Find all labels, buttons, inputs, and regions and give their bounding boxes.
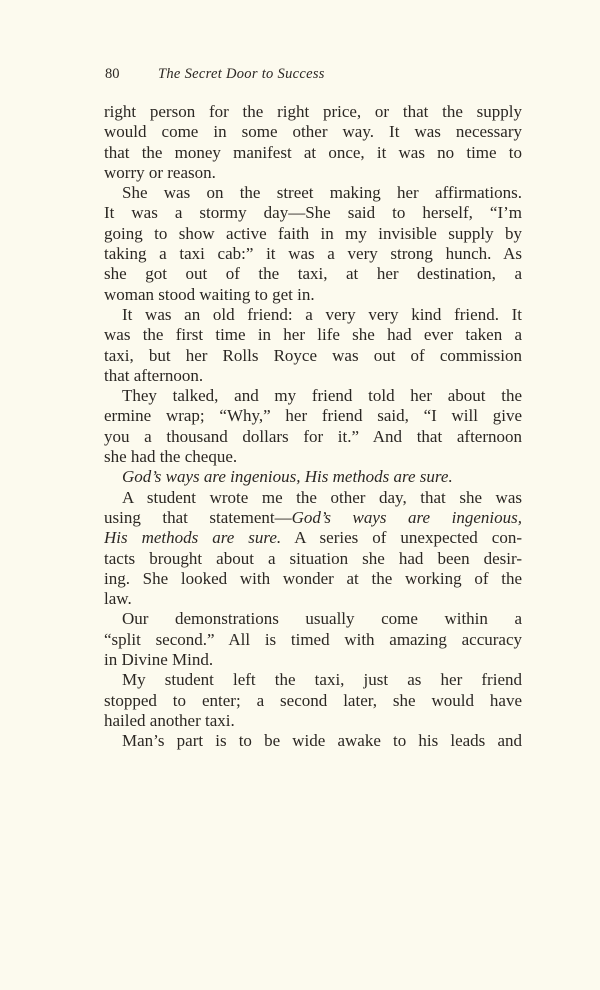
running-title: The Secret Door to Success bbox=[158, 66, 325, 82]
text-line bbox=[104, 609, 522, 629]
text-line bbox=[104, 244, 522, 264]
text-segment: you a thousand dollars for it.” And that afternoon bbox=[104, 426, 522, 446]
text-segment: using that statement— bbox=[104, 507, 292, 527]
text-segment: stopped to enter; a second later, she would have bbox=[104, 690, 522, 710]
text-segment: taking a taxi cab:” it was a very strong hunch. As bbox=[104, 244, 522, 264]
text-line bbox=[104, 427, 522, 447]
text-segment: woman stood waiting to get in. bbox=[104, 284, 315, 304]
text-line bbox=[104, 183, 522, 203]
text-line bbox=[104, 406, 522, 426]
text-line bbox=[104, 650, 522, 670]
text-line bbox=[104, 163, 522, 183]
page-number: 80 bbox=[105, 66, 120, 82]
text-line bbox=[104, 224, 522, 244]
text-segment: It was an old friend: a very very kind friend. It bbox=[122, 304, 522, 324]
text-line bbox=[104, 102, 522, 122]
text-segment: would come in some other way. It was necessary bbox=[104, 122, 522, 142]
text-segment: taxi, but her Rolls Royce was out of commission bbox=[104, 345, 522, 365]
text-line bbox=[104, 528, 522, 548]
text-segment: “split second.” All is timed with amazing accuracy bbox=[104, 629, 522, 649]
text-segment: They talked, and my friend told her about the bbox=[122, 386, 522, 406]
text-line bbox=[104, 467, 522, 487]
italic-text: His methods are sure. bbox=[104, 528, 282, 548]
text-line bbox=[104, 386, 522, 406]
text-segment: law. bbox=[104, 589, 132, 609]
text-line bbox=[104, 691, 522, 711]
text-line bbox=[104, 488, 522, 508]
text-segment: It was a stormy day—She said to herself, “I’m bbox=[104, 203, 522, 223]
text-segment: A series of unexpected con- bbox=[281, 528, 522, 548]
text-line bbox=[104, 203, 522, 223]
text-segment: was the first time in her life she had ever taken a bbox=[104, 325, 522, 345]
text-segment: ermine wrap; “Why,” her friend said, “I will give bbox=[104, 406, 522, 426]
text-segment: She was on the street making her affirmations. bbox=[122, 183, 522, 203]
text-line bbox=[104, 366, 522, 386]
text-line bbox=[104, 589, 522, 609]
text-line bbox=[104, 264, 522, 284]
page-body-text bbox=[104, 102, 522, 752]
italic-text: God’s ways are ingenious, His methods are sure. bbox=[122, 467, 453, 487]
text-line bbox=[104, 508, 522, 528]
text-segment: going to show active faith in my invisible supply by bbox=[104, 223, 522, 243]
text-segment: worry or reason. bbox=[104, 162, 216, 182]
text-segment: she had the cheque. bbox=[104, 447, 238, 467]
text-line bbox=[104, 325, 522, 345]
text-line bbox=[104, 143, 522, 163]
text-segment: right person for the right price, or that the supply bbox=[104, 102, 522, 121]
text-segment: Our demonstrations usually come within a bbox=[122, 609, 522, 629]
text-line bbox=[104, 630, 522, 650]
text-line bbox=[104, 731, 522, 751]
text-segment: ing. She looked with wonder at the working of the bbox=[104, 568, 522, 588]
text-line bbox=[104, 346, 522, 366]
text-segment: Man’s part is to be wide awake to his leads and bbox=[122, 731, 522, 751]
text-segment: tacts brought about a situation she had been desir- bbox=[104, 548, 522, 568]
text-line bbox=[104, 122, 522, 142]
text-line bbox=[104, 711, 522, 731]
text-line bbox=[104, 305, 522, 325]
text-segment: she got out of the taxi, at her destination, a bbox=[104, 264, 522, 284]
text-segment: hailed another taxi. bbox=[104, 710, 235, 730]
text-line bbox=[104, 549, 522, 569]
text-line bbox=[104, 285, 522, 305]
italic-text: God’s ways are ingenious, bbox=[291, 507, 522, 527]
text-segment: A student wrote me the other day, that she was bbox=[122, 487, 522, 507]
text-segment: that the money manifest at once, it was no time to bbox=[104, 142, 522, 162]
text-segment: in Divine Mind. bbox=[104, 650, 214, 670]
running-header bbox=[105, 66, 325, 83]
text-line bbox=[104, 447, 522, 467]
text-segment: that afternoon. bbox=[104, 365, 204, 385]
text-line bbox=[104, 670, 522, 690]
text-line bbox=[104, 569, 522, 589]
text-segment: My student left the taxi, just as her friend bbox=[122, 670, 522, 690]
